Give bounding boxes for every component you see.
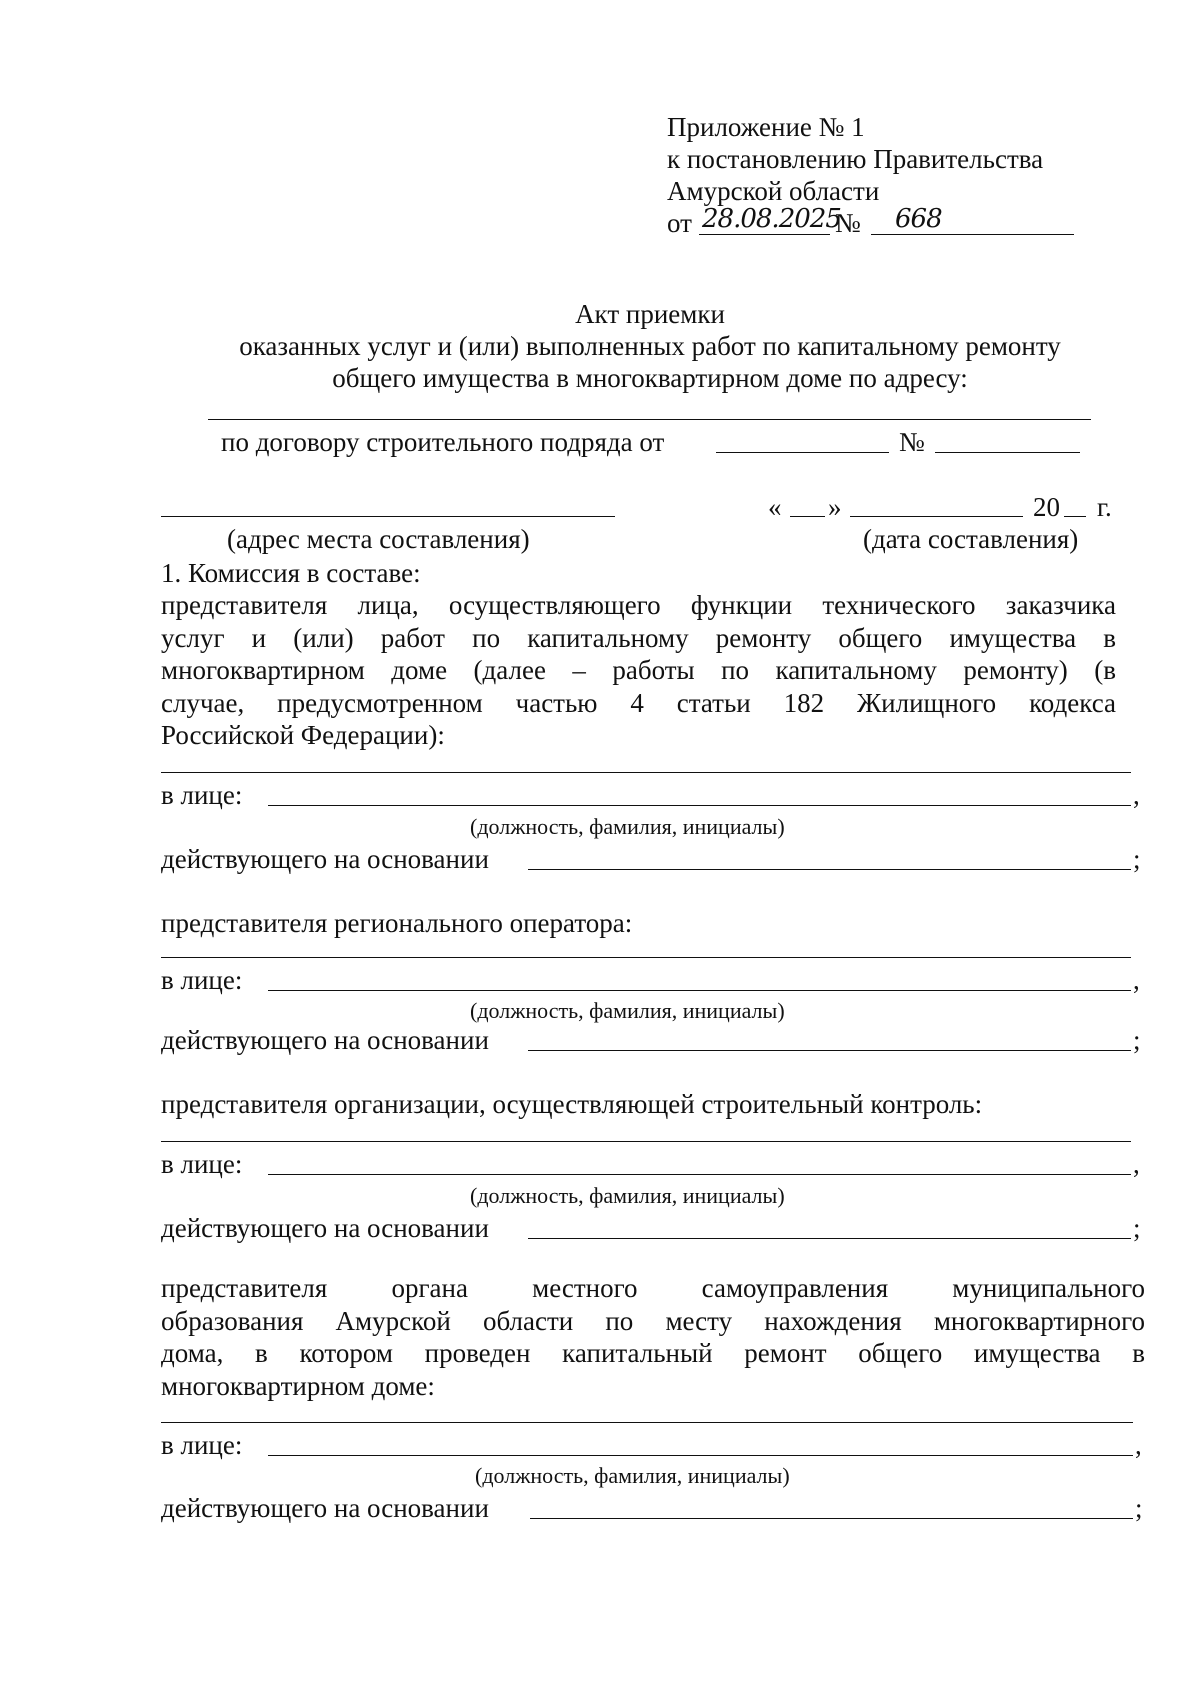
annex-date-prefix: от bbox=[667, 208, 692, 238]
local-gov-semicolon: ; bbox=[1135, 1493, 1143, 1523]
regional-operator-basis-line bbox=[528, 1050, 1131, 1051]
tech-customer-line-4: случае, предусмотренном частью 4 статьи 182 Жилищного кодекса bbox=[161, 688, 1116, 718]
tech-customer-basis-label: действующего на основании bbox=[161, 844, 489, 874]
tech-customer-line-5: Российской Федерации): bbox=[161, 720, 445, 750]
construction-control-label: представителя организации, осуществляющей строительный контроль: bbox=[161, 1089, 983, 1119]
contract-date-line bbox=[716, 452, 889, 453]
regional-operator-in-person-label: в лице: bbox=[161, 965, 243, 995]
construction-control-in-person-label: в лице: bbox=[161, 1149, 243, 1179]
regional-operator-comma: , bbox=[1133, 965, 1140, 995]
year-suffix: г. bbox=[1097, 492, 1112, 522]
regional-operator-basis-label: действующего на основании bbox=[161, 1025, 489, 1055]
local-gov-line-1: представителя органа местного самоуправления муниципального bbox=[161, 1273, 1145, 1303]
tech-customer-comma: , bbox=[1133, 780, 1140, 810]
place-line bbox=[161, 516, 615, 517]
contract-number-sign: № bbox=[899, 427, 925, 457]
tech-customer-line-1: представителя лица, осуществляющего функции технического заказчика bbox=[161, 590, 1116, 620]
year-line bbox=[1064, 516, 1086, 517]
tech-customer-line-3: многоквартирном доме (далее – работы по капитальному ремонту) (в bbox=[161, 655, 1116, 685]
construction-control-comma: , bbox=[1133, 1149, 1140, 1179]
annex-date-handwritten: 28.08.2025 bbox=[702, 204, 841, 234]
regional-operator-position-caption: (должность, фамилия, инициалы) bbox=[470, 998, 785, 1023]
local-gov-line-2: образования Амурской области по месту нахождения многоквартирного bbox=[161, 1306, 1145, 1336]
quote-close: » bbox=[828, 492, 842, 522]
date-caption: (дата составления) bbox=[863, 524, 1079, 554]
title-line-2: оказанных услуг и (или) выполненных работ по капитальному ремонту bbox=[239, 331, 1061, 361]
contract-number-line bbox=[935, 452, 1080, 453]
title-line-3: общего имущества в многоквартирном доме по адресу: bbox=[332, 363, 968, 393]
construction-control-org-line bbox=[161, 1141, 1131, 1142]
annex-line-1: Приложение № 1 bbox=[667, 112, 865, 142]
tech-customer-in-person-label: в лице: bbox=[161, 780, 243, 810]
tech-customer-position-caption: (должность, фамилия, инициалы) bbox=[470, 814, 785, 839]
tech-customer-basis-line bbox=[528, 869, 1131, 870]
place-caption: (адрес места составления) bbox=[227, 524, 530, 554]
commission-heading: 1. Комиссия в составе: bbox=[161, 558, 421, 588]
annex-line-3: Амурской области bbox=[667, 176, 880, 206]
tech-customer-line-2: услуг и (или) работ по капитальному ремонту общего имущества в bbox=[161, 623, 1116, 653]
local-gov-person-line bbox=[268, 1455, 1133, 1456]
annex-number-handwritten: 668 bbox=[895, 204, 942, 234]
month-line bbox=[850, 516, 1023, 517]
construction-control-basis-label: действующего на основании bbox=[161, 1213, 489, 1243]
tech-customer-semicolon: ; bbox=[1133, 844, 1141, 874]
tech-customer-person-line bbox=[268, 805, 1131, 806]
local-gov-basis-label: действующего на основании bbox=[161, 1493, 489, 1523]
construction-control-position-caption: (должность, фамилия, инициалы) bbox=[470, 1183, 785, 1208]
regional-operator-semicolon: ; bbox=[1133, 1025, 1141, 1055]
address-line bbox=[208, 419, 1091, 420]
year-prefix: 20 bbox=[1033, 492, 1060, 522]
tech-customer-org-line bbox=[161, 772, 1131, 773]
quote-open: « bbox=[768, 492, 782, 522]
title-line-1: Акт приемки bbox=[575, 299, 725, 329]
local-gov-line-4: многоквартирном доме: bbox=[161, 1371, 435, 1401]
contract-prefix: по договору строительного подряда от bbox=[221, 427, 665, 457]
annex-number-prefix: № bbox=[835, 208, 861, 238]
local-gov-in-person-label: в лице: bbox=[161, 1430, 243, 1460]
regional-operator-person-line bbox=[268, 990, 1131, 991]
construction-control-basis-line bbox=[528, 1238, 1131, 1239]
local-gov-line-3: дома, в котором проведен капитальный ремонт общего имущества в bbox=[161, 1338, 1145, 1368]
local-gov-comma: , bbox=[1135, 1430, 1142, 1460]
annex-line-2: к постановлению Правительства bbox=[667, 144, 1044, 174]
local-gov-position-caption: (должность, фамилия, инициалы) bbox=[475, 1463, 790, 1488]
day-line bbox=[790, 516, 825, 517]
construction-control-person-line bbox=[268, 1174, 1131, 1175]
construction-control-semicolon: ; bbox=[1133, 1213, 1141, 1243]
local-gov-org-line bbox=[161, 1422, 1133, 1423]
regional-operator-label: представителя регионального оператора: bbox=[161, 908, 633, 938]
regional-operator-org-line bbox=[161, 957, 1131, 958]
local-gov-basis-line bbox=[530, 1518, 1133, 1519]
